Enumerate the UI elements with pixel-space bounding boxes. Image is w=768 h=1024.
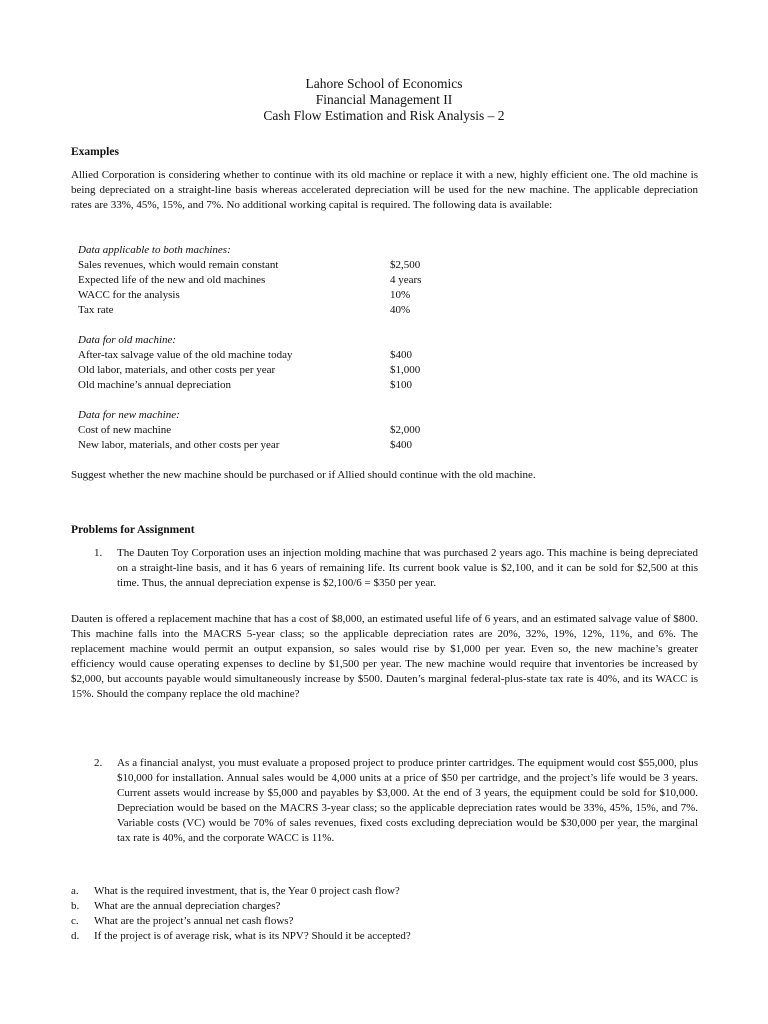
both-machines-caption: Data applicable to both machines:	[78, 244, 231, 256]
problem-number: 2.	[94, 757, 103, 769]
document-title: Cash Flow Estimation and Risk Analysis – 2	[263, 108, 505, 123]
document-page: Lahore School of Economics Financial Management II Cash Flow Estimation and Risk Analysis – 2 Examples Allied Corporation is considering whether to continue with its old machine or replace it with a new, highly efficient one. The old machine is being depreciated on a straight-line basis whereas accelerated depreciation will be used for the new machine. The applicable depreciation rates are 33%, 45%, 15%, and 7%. No additional working capital is required. The following data is available: Data applicable to both machines: Sales revenues, which would remain constant $2,500 Expected life of the new and old machines 4 years WACC for the analysis 10% Tax rate 40% Data for old machine: After-tax salvage value of the old machine today $400 Old labor, materials, and other costs per year $1,000 Old machine’s annual depreciation $100 Data for new machine: Cost of new machine $2,000 New labor, materials, and other costs per year $400 Suggest whether the new machine should be purchased or if Allied should continue with the old machine. Problems for Assignment 1. The Dauten Toy Corporation uses an injection molding machine that was purchased 2 years ago. This machine is being depreciated on a straight-line basis, and it has 6 years of remaining life. Its current book value is $2,100, and it can be sold for $2,500 at this time. Thus, the annual depreciation expense is $2,100/6 = $350 per year. Dauten is offered a replacement machine that has a cost of $8,000, an estimated useful life of 6 years, and an estimated salvage value of $800. This machine falls into the MACRS 5-year class; so the applicable depreciation rates are 20%, 32%, 19%, 12%, 11%, and 6%. The replacement machine would permit an output expansion, so sales would rise by $1,000 per year. Even so, the new machine’s greater efficiency would cause operating expenses to decline by $1,500 per year. The new machine would require that inventories be increased by $2,000, but accounts payable would simultaneously increase by $500. Dauten’s marginal federal-plus-state tax rate is 40%, and its WACC is 15%. Should the company replace the old machine? 2. As a financial analyst, you must evaluate a proposed project to produce printer cartridges. The equipment would cost $55,000, plus $10,000 for installation. Annual sales would be 4,000 units at a price of $50 per cartridge, and the project’s life would be 3 years. Current assets would increase by $5,000 and payables by $3,000. At the end of 3 years, the equipment could be sold for $10,000. Depreciation would be based on the MACRS 3-year class; so the applicable depreciation rates would be 33%, 45%, 15%, and 7%. Variable costs (VC) would be 70% of sales revenues, fixed costs excluding depreciation would be $30,000 per year, the marginal tax rate is 40%, and the corporate WACC is 11%. a. What is the required investment, that is, the Year 0 project cash flow? b. What are the annual depreciation charges? c. What are the project’s annual net cash flows? d. If the project is of average risk, what is its NPV? Should it be accepted?	[0, 0, 768, 1024]
table-row: Expected life of the new and old machines 4 years	[78, 274, 422, 286]
problem-number: 1.	[94, 547, 103, 559]
table-row: Old machine’s annual depreciation $100	[78, 379, 412, 391]
problem-text: The Dauten Toy Corporation uses an injection molding machine that was purchased 2 years ago. This machine is being depreciated on a straight-line basis, and it has 6 years of remaining life. Its current book value is $2,100, and it can be sold for $2,500 at this time. Thus, the annual depreciation expense is $2,100/6 = $350 per year.	[117, 547, 698, 589]
examples-heading: Examples	[71, 146, 119, 158]
examples-intro: Allied Corporation is considering whether to continue with its old machine or replace it with a new, highly efficient one. The old machine is being depreciated on a straight-line basis whereas accelerated depreciation will be used for the new machine. The applicable depreciation rates are 33%, 45%, 15%, and 7%. No additional working capital is required. The following data is available:	[71, 169, 698, 211]
school-name: Lahore School of Economics	[305, 76, 463, 91]
old-machine-caption: Data for old machine:	[78, 334, 177, 346]
data-table	[78, 243, 490, 453]
examples-question: Suggest whether the new machine should be purchased or if Allied should continue with the old machine.	[71, 469, 536, 481]
problems-heading: Problems for Assignment	[71, 524, 195, 536]
table-row: After-tax salvage value of the old machine today $400	[78, 349, 412, 361]
table-row: Old labor, materials, and other costs per year $1,000	[78, 364, 421, 376]
document-header	[0, 76, 768, 124]
course-name: Financial Management II	[315, 92, 453, 107]
table-row: WACC for the analysis 10%	[78, 289, 411, 301]
table-row: Sales revenues, which would remain constant $2,500	[78, 259, 421, 271]
new-machine-caption: Data for new machine:	[78, 409, 180, 421]
problem-text: As a financial analyst, you must evaluate a proposed project to produce printer cartridges. The equipment would cost $55,000, plus $10,000 for installation. Annual sales would be 4,000 units at a price of $50 per cartridge, and the project’s life would be 3 years. Current assets would increase by $5,000 and payables by $3,000. At the end of 3 years, the equipment could be sold for $10,000. Depreciation would be based on the MACRS 3-year class; so the applicable depreciation rates would be 33%, 45%, 15%, and 7%. Variable costs (VC) would be 70% of sales revenues, fixed costs excluding depreciation would be $30,000 per year, the marginal tax rate is 40%, and the corporate WACC is 11%.	[117, 757, 698, 844]
table-row: New labor, materials, and other costs per year $400	[78, 439, 412, 451]
problem-1-continuation: Dauten is offered a replacement machine that has a cost of $8,000, an estimated useful life of 6 years, and an estimated salvage value of $800. This machine falls into the MACRS 5-year class; so the applicable depreciation rates are 20%, 32%, 19%, 12%, 11%, and 6%. The replacement machine would permit an output expansion, so sales would rise by $1,000 per year. Even so, the new machine’s greater efficiency would cause operating expenses to decline by $1,500 per year. The new machine would require that inventories be increased by $2,000, but accounts payable would simultaneously increase by $500. Dauten’s marginal federal-plus-state tax rate is 40%, and its WACC is 15%. Should the company replace the old machine?	[71, 613, 698, 700]
table-row: Cost of new machine $2,000	[78, 424, 421, 436]
table-row: Tax rate 40%	[78, 304, 411, 316]
